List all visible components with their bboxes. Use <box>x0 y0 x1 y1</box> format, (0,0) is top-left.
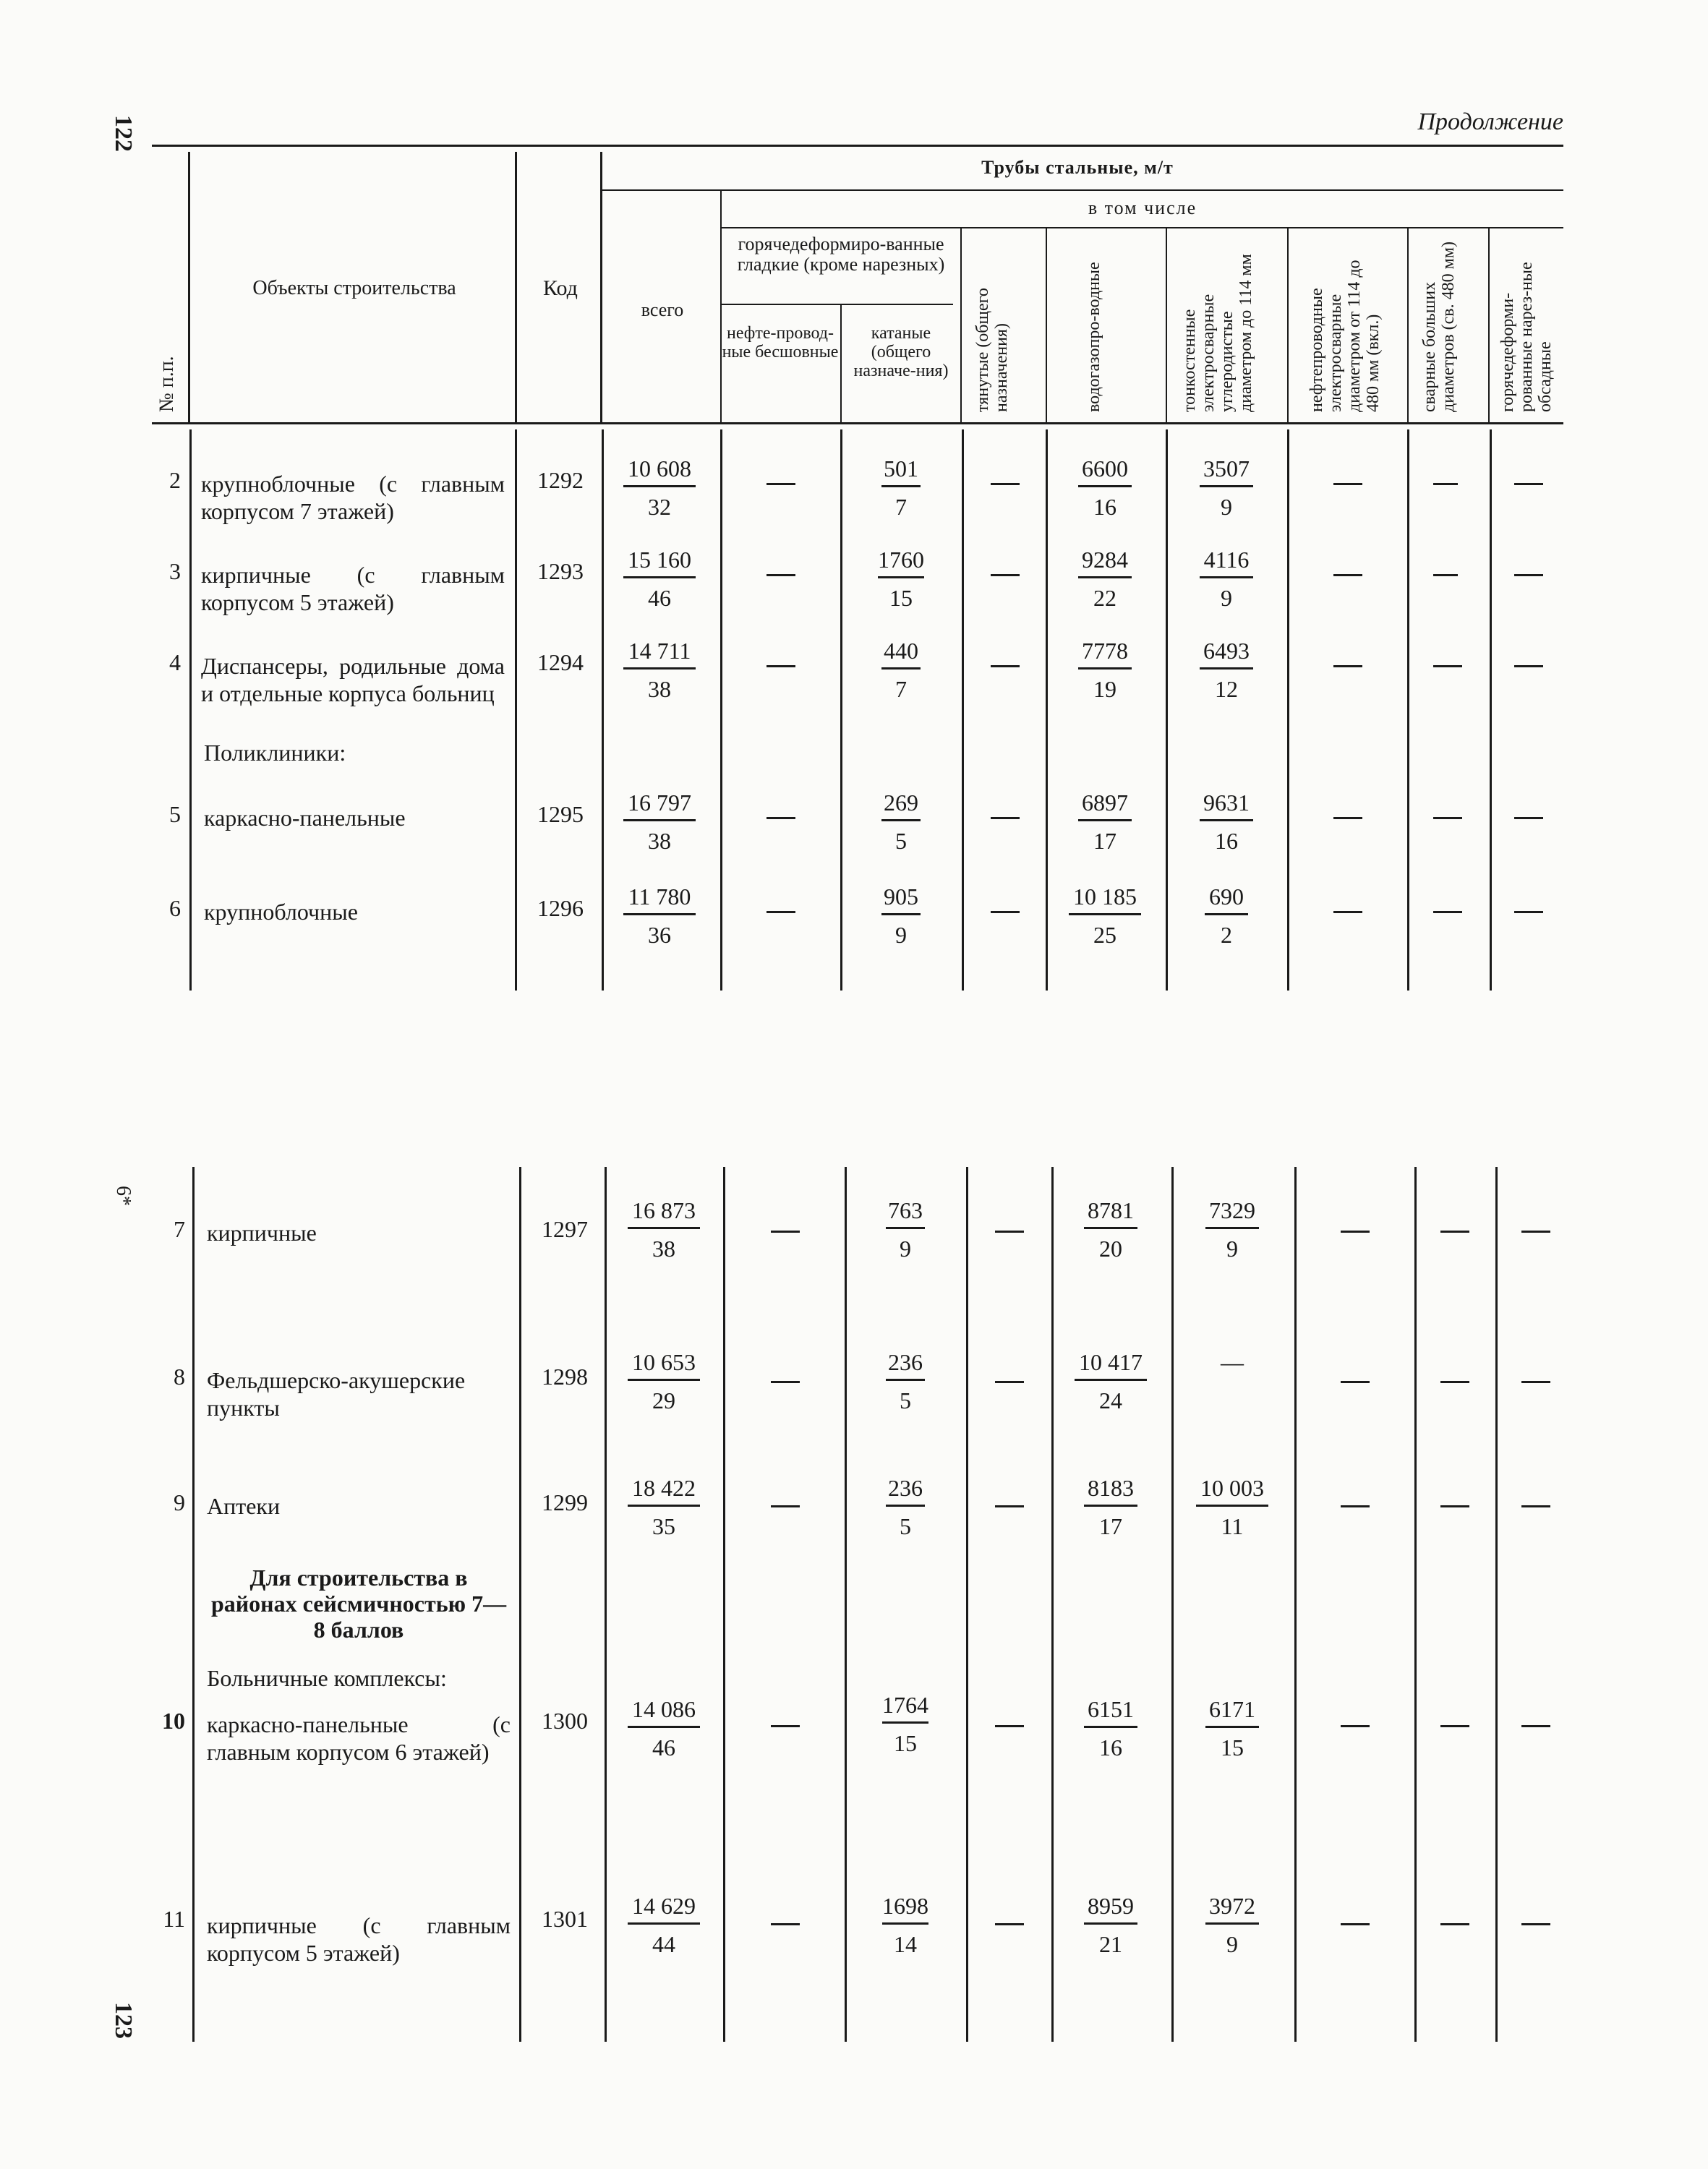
page-marker: 6* <box>112 1186 134 1206</box>
section-seismic: Для строительства в районах сейсмичностью 7—8 баллов <box>210 1565 507 1643</box>
header-drawn: тянутые (общего назначения) <box>973 288 1011 412</box>
header-bottom-rule <box>152 422 1563 424</box>
header-pipes: Трубы стальные, м/т <box>981 157 1174 178</box>
incl-rule <box>722 227 1563 228</box>
header-oil-welded: нефтепроводные электросварные диаметром от 114 до 480 мм (вкл.) <box>1307 260 1383 412</box>
page-number-bottom: 123 <box>110 2002 137 2039</box>
hot-rule <box>722 304 953 305</box>
header-code: Код <box>543 276 578 300</box>
header-thin-wall: тонкостенные электросварные углеродистые диаметром до 114 мм <box>1180 254 1255 412</box>
header-casing: горячедеформи-рованные нарез-ные обсадные <box>1498 262 1555 412</box>
header-rolled: катаные (общего назначе-ния) <box>853 324 949 380</box>
section-polyclinics: Поликлиники: <box>204 740 346 766</box>
header-objects: Объекты строительства <box>252 277 456 299</box>
header-no: № п.п. <box>155 356 178 412</box>
header-oil-seamless: нефте-провод-ные бесшовные <box>722 324 839 362</box>
header-hot: горячедеформиро-ванные гладкие (кроме нарезных) <box>737 234 945 275</box>
header-top-rule <box>152 145 1563 147</box>
header-water-gas: водогазопро-водные <box>1085 262 1103 412</box>
header-welded-large: сварные больших диаметров (св. 480 мм) <box>1420 241 1458 412</box>
header-total: всего <box>641 299 684 320</box>
continuation-label: Продолжение <box>1417 108 1563 135</box>
pipes-rule <box>602 189 1563 191</box>
page-number-top: 122 <box>110 115 137 152</box>
section-hospital-complexes: Больничные комплексы: <box>207 1665 447 1691</box>
header-incl: в том числе <box>1088 197 1197 218</box>
